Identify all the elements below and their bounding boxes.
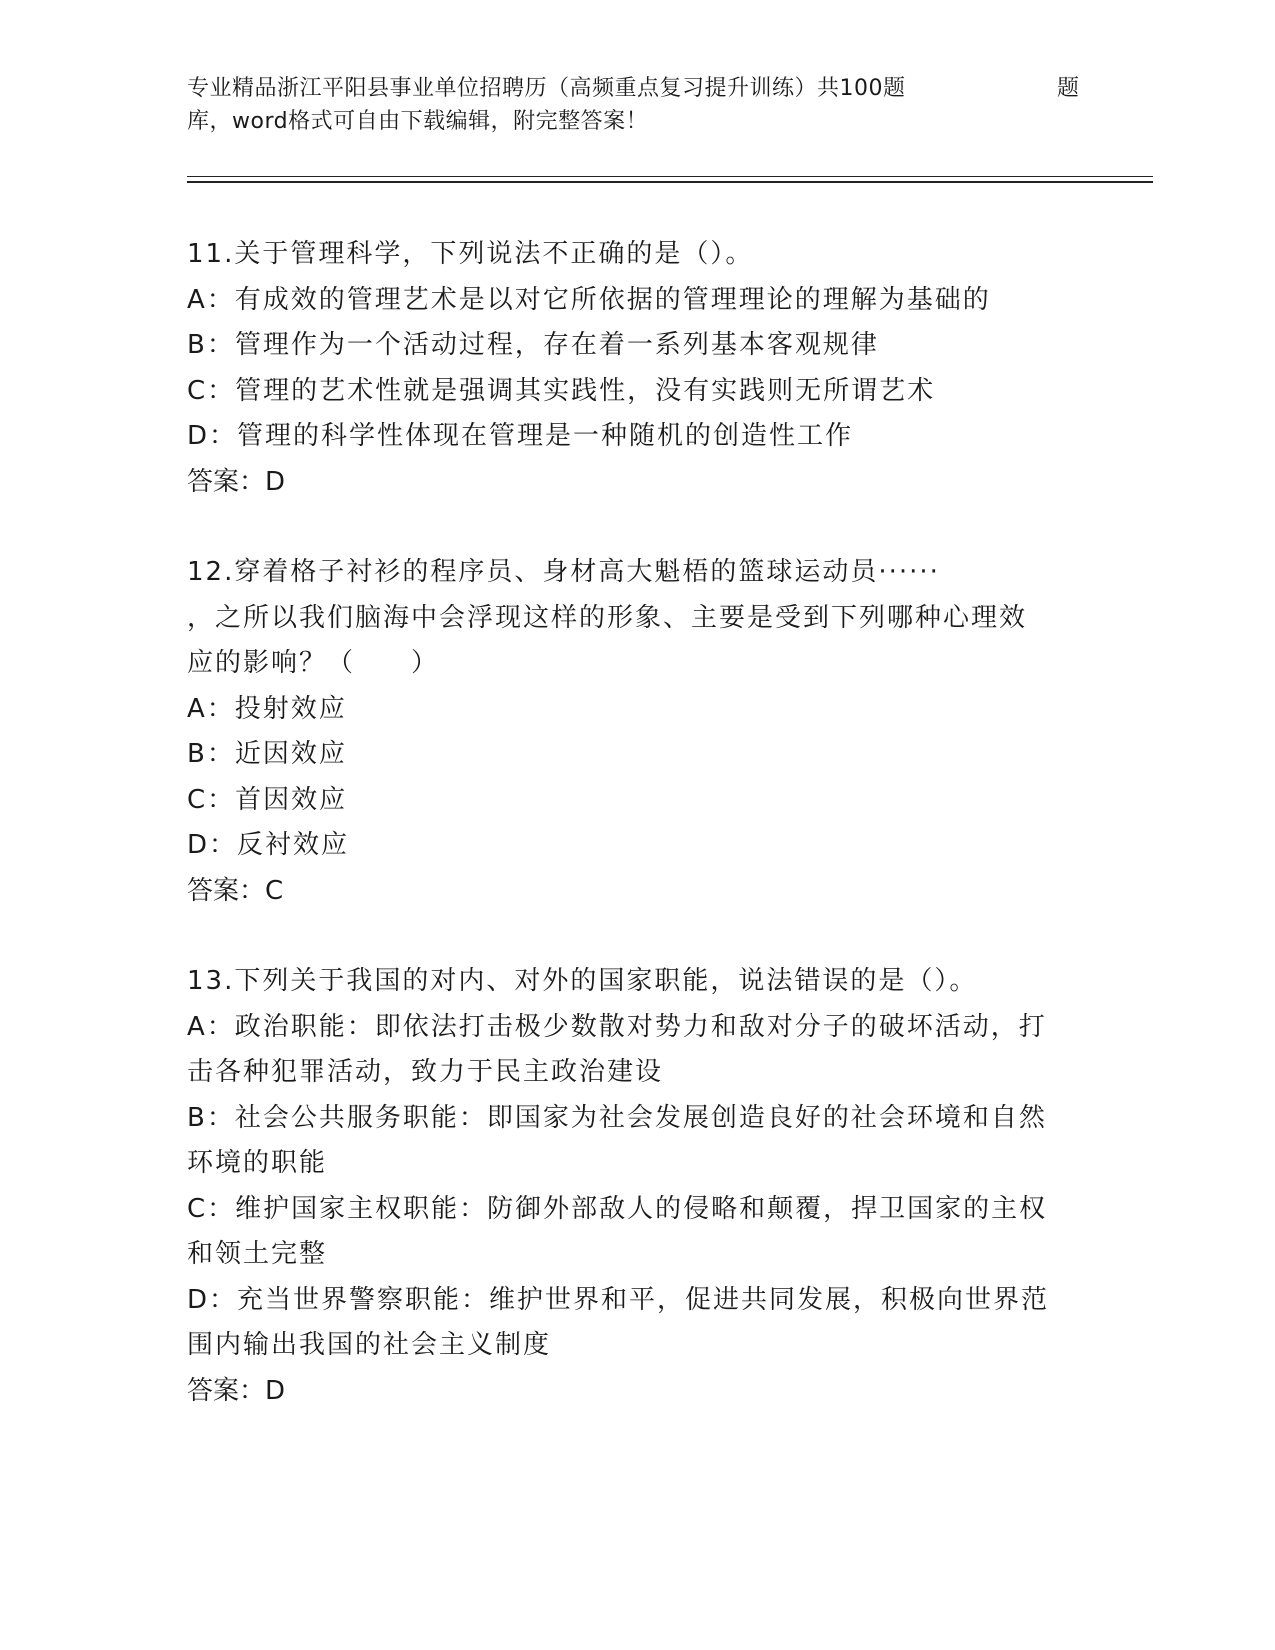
- option-d-continued: 围内输出我国的社会主义制度: [187, 1330, 552, 1360]
- option-a: A：投射效应: [187, 693, 347, 724]
- question-stem: 12.穿着格子衬衫的程序员、身材高大魁梧的篮球运动员······: [187, 557, 940, 587]
- question-12: [187, 550, 1087, 914]
- option-b: B：社会公共服务职能：即国家为社会发展创造良好的社会环境和自然: [187, 1102, 1047, 1133]
- header-line-2: 库，word格式可自由下载编辑，附完整答案！: [187, 109, 649, 134]
- option-d: D：管理的科学性体现在管理是一种随机的创造性工作: [187, 421, 854, 451]
- option-a: A：有成效的管理艺术是以对它所依据的管理理论的理解为基础的: [187, 284, 991, 315]
- header-divider-thick: [187, 181, 1153, 183]
- question-stem-continued: ，之所以我们脑海中会浮现这样的形象、主要是受到下列哪种心理效: [187, 602, 1028, 633]
- option-c: C：首因效应: [187, 784, 348, 815]
- option-a-continued: 击各种犯罪活动，致力于民主政治建设: [187, 1057, 664, 1087]
- answer: 答案：C: [187, 875, 284, 906]
- answer: 答案：D: [187, 466, 286, 497]
- header-title-trailing: 题: [1057, 76, 1080, 101]
- question-stem-continued: 应的影响？（ ）: [187, 648, 440, 678]
- option-c: C：管理的艺术性就是强调其实践性，没有实践则无所谓艺术: [187, 375, 936, 406]
- question-list: [187, 232, 1087, 1459]
- option-d: D：反衬效应: [187, 830, 350, 860]
- header-divider-thin: [187, 176, 1153, 177]
- option-b-continued: 环境的职能: [187, 1148, 328, 1178]
- question-stem: 11.关于管理科学，下列说法不正确的是（）。: [187, 239, 754, 269]
- option-b: B：管理作为一个活动过程，存在着一系列基本客观规律: [187, 330, 879, 360]
- option-c-continued: 和领土完整: [187, 1239, 328, 1269]
- option-d: D：充当世界警察职能：维护世界和平，促进共同发展，积极向世界范: [187, 1284, 1050, 1315]
- question-11: [187, 232, 1087, 505]
- header-line-1: [187, 72, 1087, 105]
- question-13: [187, 959, 1087, 1414]
- option-b: B：近因效应: [187, 739, 347, 769]
- answer: 答案：D: [187, 1375, 286, 1406]
- question-stem: 13.下列关于我国的对内、对外的国家职能，说法错误的是（）。: [187, 966, 978, 996]
- header-title: 专业精品浙江平阳县事业单位招聘历（高频重点复习提升训练）共100题: [187, 76, 906, 101]
- option-a: A：政治职能：即依法打击极少数散对势力和敌对分子的破坏活动，打: [187, 1011, 1047, 1042]
- document-header: [187, 72, 1087, 138]
- option-c: C：维护国家主权职能：防御外部敌人的侵略和颠覆，捍卫国家的主权: [187, 1193, 1048, 1224]
